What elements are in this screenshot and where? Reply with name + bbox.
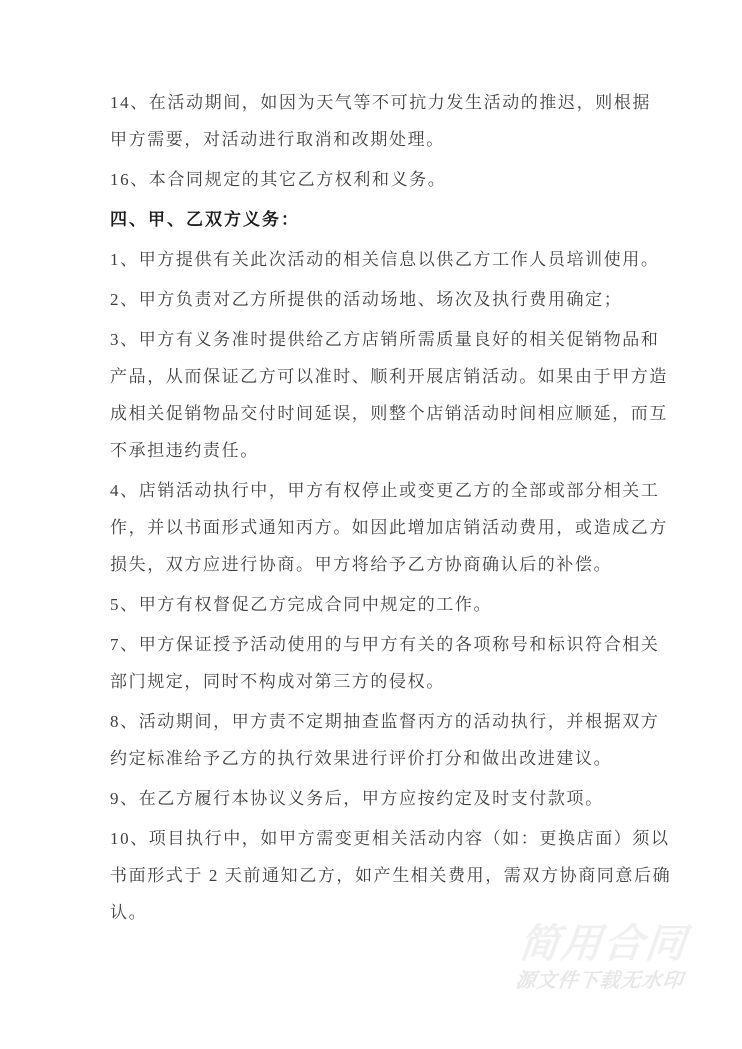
text-line: 作，并以书面形式通知丙方。如因此增加店销活动费用，或造成乙方	[110, 518, 668, 537]
text-line: 甲方需要，对活动进行取消和改期处理。	[110, 130, 445, 149]
contract-body	[110, 84, 672, 934]
text-line: 10、项目执行中，如甲方需变更相关活动内容（如：更换店面）须以	[110, 829, 670, 848]
text-line: 8、活动期间，甲方责不定期抽查监督丙方的活动执行，并根据双方	[110, 712, 660, 731]
clause-7	[110, 626, 660, 700]
clause-2	[110, 281, 655, 318]
text-line: 2、甲方负责对乙方所提供的活动场地、场次及执行费用确定；	[110, 290, 623, 309]
clause-5	[110, 586, 655, 623]
clause-3	[110, 321, 668, 469]
text-line: 14、在活动期间，如因为天气等不可抗力发生活动的推迟，则根据	[110, 93, 651, 112]
text-line: 7、甲方保证授予活动使用的与甲方有关的各项称号和标识符合相关	[110, 635, 660, 654]
text-line: 3、甲方有义务准时提供给乙方店销所需质量良好的相关促销物品和	[110, 330, 660, 349]
text-line: 16、本合同规定的其它乙方权利和义务。	[110, 170, 447, 189]
clause-10	[110, 820, 672, 931]
section-heading-text: 四、甲、乙双方义务：	[110, 210, 300, 229]
clause-8	[110, 703, 660, 777]
text-line: 损失，双方应进行协商。甲方将给予乙方协商确认后的补偿。	[110, 555, 613, 574]
text-line: 约定标准给予乙方的执行效果进行评价打分和做出改进建议。	[110, 749, 613, 768]
clause-14	[110, 84, 655, 158]
text-line: 5、甲方有权督促乙方完成合同中规定的工作。	[110, 595, 493, 614]
watermark-subtitle: 源文件下载无水印	[514, 970, 685, 992]
text-line: 认。	[110, 903, 148, 922]
clause-1	[110, 241, 660, 278]
watermark-title: 简用合同	[517, 922, 690, 966]
clause-9	[110, 780, 655, 817]
text-line: 部门规定，同时不构成对第三方的侵权。	[110, 672, 445, 691]
watermark	[514, 922, 689, 993]
text-line: 4、店销活动执行中，甲方有权停止或变更乙方的全部或部分相关工	[110, 481, 660, 500]
text-line: 不承担违约责任。	[110, 441, 259, 460]
text-line: 书面形式于 2 天前通知乙方，如产生相关费用，需双方协商同意后确	[110, 866, 672, 885]
text-line: 产品，从而保证乙方可以准时、顺利开展店销活动。如果由于甲方造	[110, 367, 668, 386]
text-line: 成相关促销物品交付时间延误，则整个店销活动时间相应顺延，而互	[110, 404, 668, 423]
clause-16	[110, 161, 655, 198]
clause-4	[110, 472, 668, 583]
text-line: 1、甲方提供有关此次活动的相关信息以供乙方工作人员培训使用。	[110, 250, 660, 269]
text-line: 9、在乙方履行本协议义务后，甲方应按约定及时支付款项。	[110, 789, 604, 808]
section-heading	[110, 201, 655, 238]
